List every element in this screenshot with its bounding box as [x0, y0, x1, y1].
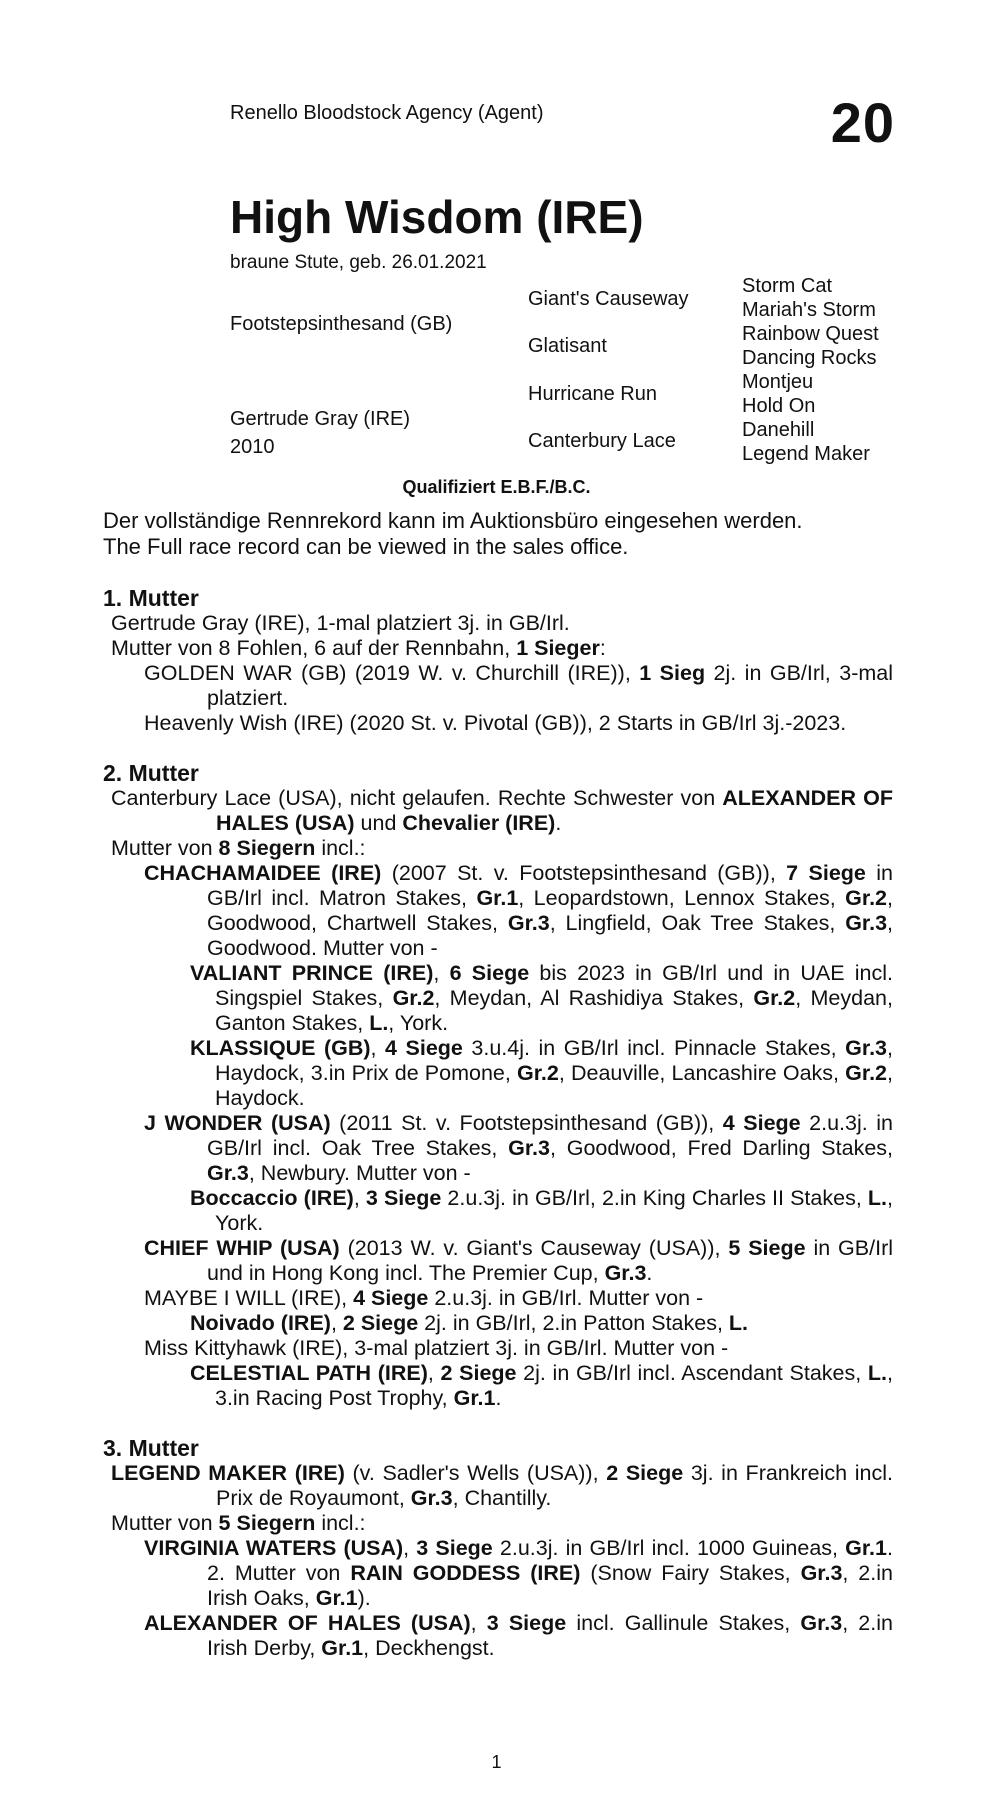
entry-text: und — [354, 811, 403, 835]
family-entry — [144, 1286, 893, 1311]
family-entry — [190, 1036, 893, 1111]
entry-text: , Goodwood, Fred Darling Stakes, — [550, 1136, 894, 1160]
entry-text: incl.: — [315, 836, 366, 860]
intro-text — [103, 508, 803, 560]
dam-section — [103, 586, 893, 736]
bold-text: Gr.3 — [410, 1486, 453, 1510]
entry-text: , York. — [215, 1186, 893, 1235]
entry-text: Canterbury Lace (USA), nicht gelaufen. Rechte Schwester von — [111, 786, 723, 810]
entry-text: : — [599, 636, 606, 660]
entry-text: 3j. in Frankreich incl. Prix de Royaumont, — [216, 1461, 893, 1510]
entry-text: , — [433, 961, 450, 985]
dam-section — [103, 1436, 893, 1661]
entry-text: . — [495, 1386, 502, 1410]
entry-text: incl.: — [315, 1511, 366, 1535]
pedigree-gen3-item: Dancing Rocks — [742, 347, 877, 369]
bold-text: Gr.2 — [753, 986, 796, 1010]
bold-text: Gr.3 — [845, 911, 888, 935]
bold-text: Gr.1 — [476, 886, 519, 910]
bold-text: KLASSIQUE (GB) — [190, 1036, 371, 1060]
entry-text: . 2. Mutter von — [207, 1536, 893, 1585]
bold-text: Gr.3 — [507, 911, 550, 935]
entry-text: bis 2023 in GB/Irl und in UAE incl. Singspiel Stakes, — [215, 961, 894, 1010]
entry-text: MAYBE I WILL (IRE), — [144, 1286, 354, 1310]
bold-text: Gr.3 — [845, 1036, 888, 1060]
entry-text: , 2.in Irish Oaks, — [207, 1561, 893, 1610]
bold-text: 7 Siege — [786, 861, 866, 885]
entry-text: , 3.in Racing Post Trophy, — [215, 1361, 893, 1410]
family-entry — [144, 661, 893, 711]
family-entry — [111, 786, 893, 836]
family-entry — [190, 961, 893, 1036]
pedigree-gen3-item: Montjeu — [742, 371, 814, 393]
intro-line-en: The Full race record can be viewed in the sales office. — [103, 534, 629, 559]
entry-text: , — [330, 1311, 343, 1335]
entry-text: in GB/Irl incl. Matron Stakes, — [207, 861, 893, 910]
bold-text: 4 Siege — [385, 1036, 463, 1060]
entry-text: Gertrude Gray (IRE), 1-mal platziert 3j. in GB/Irl. — [111, 611, 570, 635]
bold-text: Gr.3 — [508, 1136, 550, 1160]
bold-text: 1 Sieger — [516, 636, 600, 660]
bold-text: 2 Siege — [440, 1361, 517, 1385]
bold-text: Noivado (IRE) — [190, 1311, 331, 1335]
entry-text: (v. Sadler's Wells (USA)), — [344, 1461, 607, 1485]
entry-text: ). — [357, 1586, 371, 1610]
entry-text: , Deckhengst. — [363, 1636, 495, 1660]
pedigree-gen3-item: Legend Maker — [742, 443, 870, 465]
entry-text: . — [646, 1261, 653, 1285]
family-entry — [144, 1111, 893, 1186]
bold-text: RAIN GODDESS (IRE) — [350, 1561, 581, 1585]
pedigree-gen3-item: Danehill — [742, 419, 815, 441]
family-entry — [190, 1361, 893, 1411]
bold-text: 4 Siege — [353, 1286, 429, 1310]
entry-text: , York. — [388, 1011, 449, 1035]
section-heading: 1. Mutter — [103, 585, 199, 611]
horse-description: braune Stute, geb. 26.01.2021 — [230, 252, 487, 273]
bold-text: 3 Siege — [486, 1611, 567, 1635]
entry-text: (2011 St. v. Footstepsinthesand (GB)), — [330, 1111, 723, 1135]
entry-text: incl. Gallinule Stakes, — [566, 1611, 801, 1635]
page-number: 1 — [491, 1752, 502, 1772]
bold-text: 2 Siege — [342, 1311, 419, 1335]
entry-text: , Haydock. — [215, 1061, 893, 1110]
family-entry — [111, 1511, 893, 1536]
bold-text: J WONDER (USA) — [144, 1111, 331, 1135]
bold-text: Gr.3 — [800, 1611, 843, 1635]
entry-text: , Haydock, 3.in Prix de Pomone, — [215, 1036, 893, 1085]
bold-text: Gr.1 — [321, 1636, 364, 1660]
entry-text: , — [470, 1611, 487, 1635]
entry-text: 3.u.4j. in GB/Irl incl. Pinnacle Stakes, — [462, 1036, 846, 1060]
bold-text: Gr.3 — [800, 1561, 843, 1585]
bold-text: Gr.1 — [845, 1536, 887, 1560]
bold-text: 1 Sieg — [639, 661, 706, 685]
entry-text: , — [427, 1361, 441, 1385]
pedigree-gen2-item: Giant's Causeway — [528, 288, 689, 310]
section-heading: 3. Mutter — [103, 1435, 199, 1461]
entry-text: in GB/Irl und in Hong Kong incl. The Premier Cup, — [207, 1236, 893, 1285]
pedigree-dam: Gertrude Gray (IRE) — [230, 408, 411, 430]
bold-text: Gr.2 — [845, 1061, 888, 1085]
bold-text: CELESTIAL PATH (IRE) — [190, 1361, 428, 1385]
entry-text: , Newbury. Mutter von - — [248, 1161, 471, 1185]
entry-text: (Snow Fairy Stakes, — [580, 1561, 801, 1585]
bold-text: Gr.3 — [604, 1261, 647, 1285]
bold-text: Boccaccio (IRE) — [190, 1186, 354, 1210]
entry-text: Mutter von 8 Fohlen, 6 auf der Rennbahn, — [111, 636, 517, 660]
bold-text: CHIEF WHIP (USA) — [144, 1236, 340, 1260]
pedigree-gen3-item: Storm Cat — [742, 275, 833, 297]
entry-text: (2007 St. v. Footstepsinthesand (GB)), — [381, 861, 787, 885]
pedigree-gen3-item: Hold On — [742, 395, 816, 417]
entry-text: (2013 W. v. Giant's Causeway (USA)), — [339, 1236, 729, 1260]
family-entry — [190, 1186, 893, 1236]
bold-text: Gr.1 — [315, 1586, 358, 1610]
pedigree-sire: Footstepsinthesand (GB) — [230, 313, 453, 335]
bold-text: L. — [728, 1311, 749, 1335]
family-entry — [111, 836, 893, 861]
bold-text: ALEXANDER OF HALES (USA) — [216, 786, 893, 835]
entry-text: , Goodwood, Chartwell Stakes, — [207, 886, 893, 935]
entry-text: , — [370, 1036, 386, 1060]
entry-text: Miss Kittyhawk (IRE), 3-mal platziert 3j. in GB/Irl. Mutter von - — [144, 1336, 729, 1360]
bold-text: LEGEND MAKER (IRE) — [111, 1461, 345, 1485]
bold-text: Gr.2 — [392, 986, 435, 1010]
entry-text: . — [555, 811, 562, 835]
entry-text: 2.u.3j. in GB/Irl incl. Oak Tree Stakes, — [207, 1111, 893, 1160]
family-entry — [144, 1236, 893, 1286]
bold-text: 6 Siege — [449, 961, 530, 985]
bold-text: Gr.2 — [517, 1061, 559, 1085]
bold-text: 2 Siege — [606, 1461, 684, 1485]
entry-text: 2j. in GB/Irl, 3-mal platziert. — [207, 661, 893, 710]
family-entry — [144, 861, 893, 961]
entry-text: 2j. in GB/Irl, 2.in Patton Stakes, — [418, 1311, 729, 1335]
pedigree-dam-year: 2010 — [230, 436, 275, 458]
bold-text: 5 Siege — [728, 1236, 806, 1260]
entry-text: , — [403, 1536, 417, 1560]
agent-name: Renello Bloodstock Agency (Agent) — [230, 102, 544, 124]
bold-text: L. — [867, 1361, 888, 1385]
qualification: Qualifiziert E.B.F./B.C. — [402, 477, 591, 497]
family-entry — [144, 1611, 893, 1661]
bold-text: 3 Siege — [416, 1536, 493, 1560]
bold-text: ALEXANDER OF HALES (USA) — [144, 1611, 471, 1635]
family-details — [103, 586, 893, 1661]
pedigree-gen2-item: Canterbury Lace — [528, 430, 676, 452]
pedigree-gen2-item: Hurricane Run — [528, 383, 657, 405]
entry-text: 2.u.3j. in GB/Irl. Mutter von - — [428, 1286, 704, 1310]
bold-text: 8 Siegern — [218, 836, 316, 860]
bold-text: Chevalier (IRE) — [402, 811, 556, 835]
entry-text: , Deauville, Lancashire Oaks, — [558, 1061, 846, 1085]
horse-name: High Wisdom (IRE) — [230, 191, 644, 243]
entry-text: , Goodwood. Mutter von - — [207, 911, 894, 960]
intro-line-de: Der vollständige Rennrekord kann im Auktionsbüro eingesehen werden. — [103, 508, 803, 533]
family-entry — [144, 1336, 893, 1361]
section-heading: 2. Mutter — [103, 760, 199, 786]
pedigree-gen3-item: Rainbow Quest — [742, 323, 879, 345]
family-entry — [190, 1311, 893, 1336]
family-entry — [144, 1536, 893, 1611]
entry-text: , Leopardstown, Lennox Stakes, — [518, 886, 846, 910]
pedigree-gen3-item: Mariah's Storm — [742, 299, 876, 321]
entry-text: Mutter von — [111, 836, 219, 860]
family-entry — [111, 1461, 893, 1511]
entry-text: 2.u.3j. in GB/Irl, 2.in King Charles II Stakes, — [441, 1186, 868, 1210]
entry-text: 2j. in GB/Irl incl. Ascendant Stakes, — [516, 1361, 868, 1385]
dam-section — [103, 761, 893, 1411]
entry-text: , Lingfield, Oak Tree Stakes, — [549, 911, 846, 935]
entry-text: , Meydan, Al Rashidiya Stakes, — [434, 986, 754, 1010]
bold-text: CHACHAMAIDEE (IRE) — [144, 861, 382, 885]
entry-text: , Chantilly. — [452, 1486, 552, 1510]
lot-number: 20 — [830, 91, 895, 154]
bold-text: 5 Siegern — [218, 1511, 316, 1535]
bold-text: VALIANT PRINCE (IRE) — [190, 961, 434, 985]
entry-text: 2.u.3j. in GB/Irl incl. 1000 Guineas, — [492, 1536, 846, 1560]
entry-text: GOLDEN WAR (GB) (2019 W. v. Churchill (IRE)), — [144, 661, 640, 685]
bold-text: L. — [867, 1186, 888, 1210]
bold-text: Gr.1 — [453, 1386, 496, 1410]
bold-text: L. — [369, 1011, 389, 1035]
entry-text: Heavenly Wish (IRE) (2020 St. v. Pivotal (GB)), 2 Starts in GB/Irl 3j.-2023. — [144, 711, 847, 735]
family-entry — [111, 611, 893, 636]
family-entry — [111, 636, 893, 661]
entry-text: , — [353, 1186, 366, 1210]
bold-text: VIRGINIA WATERS (USA) — [144, 1536, 404, 1560]
family-entry — [144, 711, 893, 736]
bold-text: 3 Siege — [365, 1186, 442, 1210]
bold-text: Gr.3 — [207, 1161, 249, 1185]
bold-text: 4 Siege — [722, 1111, 801, 1135]
entry-text: , 2.in Irish Derby, — [207, 1611, 893, 1660]
entry-text: , Meydan, Ganton Stakes, — [215, 986, 893, 1035]
bold-text: Gr.2 — [845, 886, 888, 910]
pedigree-gen2-item: Glatisant — [528, 335, 607, 357]
entry-text: Mutter von — [111, 1511, 219, 1535]
